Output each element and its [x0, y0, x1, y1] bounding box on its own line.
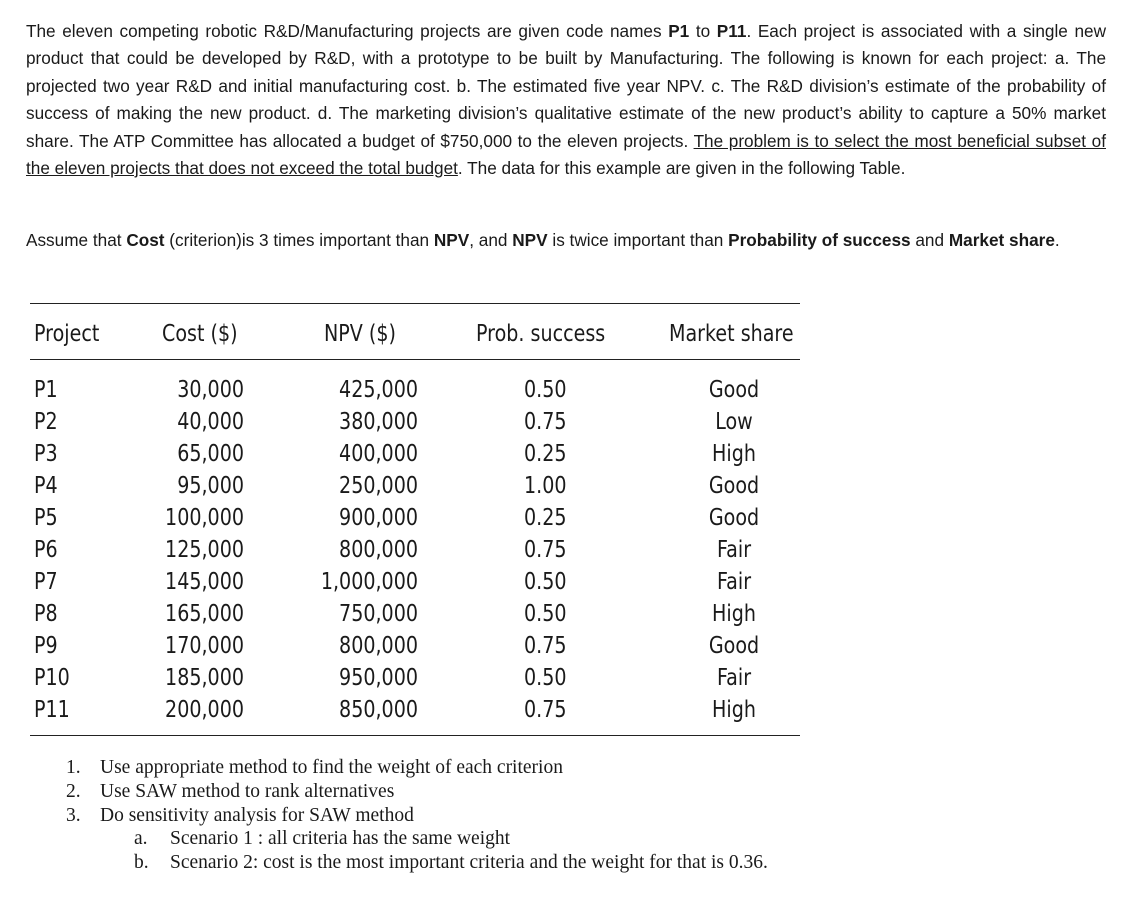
cell-market-share: Good	[708, 505, 760, 531]
question-text: Use SAW method to rank alternatives	[100, 780, 395, 802]
cell-market-share: High	[712, 601, 756, 627]
assumption-bold-cost: Cost	[126, 230, 165, 250]
cell-cost: 95,000	[177, 473, 244, 499]
cell-npv: 425,000	[339, 377, 418, 403]
cell-prob-success: 0.50	[524, 665, 567, 691]
question-text: Do sensitivity analysis for SAW method	[100, 804, 414, 826]
cell-cost: 170,000	[165, 633, 244, 659]
cell-cost: 145,000	[165, 569, 244, 595]
cell-npv: 400,000	[339, 441, 418, 467]
cell-project: P9	[34, 633, 58, 659]
cell-npv: 800,000	[339, 633, 418, 659]
intro-underlined-problem: The problem is to select the most beneficial subset of the eleven projects that does not exceed the total budget	[26, 130, 1106, 179]
header-prob-success: Prob. success	[476, 321, 606, 347]
intro-text-2: to	[689, 21, 717, 41]
cell-cost: 200,000	[165, 697, 244, 723]
scenario-letter: b.	[134, 852, 149, 874]
scenario-letter: a.	[134, 828, 148, 850]
cell-prob-success: 0.50	[524, 601, 567, 627]
question-number: 3.	[66, 804, 81, 826]
cell-prob-success: 0.75	[524, 537, 567, 563]
assumption-text-3: , and	[469, 230, 513, 250]
cell-cost: 100,000	[165, 505, 244, 531]
table-bottom-rule	[30, 735, 800, 736]
cell-npv: 900,000	[339, 505, 418, 531]
cell-npv: 850,000	[339, 697, 418, 723]
assumption-bold-npv-2: NPV	[512, 230, 548, 250]
question-item	[66, 780, 1066, 804]
header-cost: Cost ($)	[162, 321, 238, 347]
cell-market-share: Fair	[716, 537, 752, 563]
question-text: Use appropriate method to find the weight of each criterion	[100, 757, 563, 778]
cell-prob-success: 0.75	[524, 697, 567, 723]
cell-project: P3	[34, 441, 58, 467]
intro-text-4: . The data for this example are given in the following Table.	[457, 158, 906, 179]
cell-market-share: Good	[708, 473, 760, 499]
cell-npv: 800,000	[339, 537, 418, 563]
cell-market-share: Good	[708, 633, 760, 659]
table-header-rule	[30, 359, 800, 360]
header-market-share: Market share	[669, 321, 794, 347]
assumption-paragraph	[26, 227, 1106, 254]
cell-cost: 165,000	[165, 601, 244, 627]
cell-market-share: Fair	[716, 665, 752, 691]
scenario-text: Scenario 1 : all criteria has the same weight	[170, 828, 511, 850]
header-npv: NPV ($)	[324, 321, 396, 347]
cell-market-share: Low	[715, 409, 753, 435]
scenario-item	[66, 827, 1066, 851]
table-top-rule	[30, 303, 800, 304]
assumption-bold-npv-1: NPV	[433, 230, 470, 250]
intro-bold-p11: P11	[716, 21, 747, 41]
cell-project: P6	[34, 537, 58, 563]
cell-market-share: Fair	[716, 569, 752, 595]
question-number: 2.	[66, 780, 81, 802]
cell-npv: 250,000	[339, 473, 418, 499]
cell-prob-success: 0.50	[524, 569, 567, 595]
cell-npv: 1,000,000	[320, 569, 418, 595]
cell-cost: 40,000	[177, 409, 244, 435]
cell-project: P8	[34, 601, 58, 627]
cell-prob-success: 1.00	[524, 473, 567, 499]
cell-prob-success: 0.75	[524, 409, 567, 435]
question-item	[66, 756, 1066, 780]
cell-project: P7	[34, 569, 58, 595]
cell-prob-success: 0.25	[524, 441, 567, 467]
assumption-text-1: Assume that	[26, 230, 127, 250]
scenario-item	[66, 851, 1066, 875]
cell-project: P2	[34, 409, 58, 435]
question-list	[66, 756, 1066, 875]
assumption-bold-market: Market share	[948, 230, 1055, 250]
assumption-text-5: and	[910, 230, 949, 250]
cell-prob-success: 0.25	[524, 505, 567, 531]
cell-cost: 30,000	[177, 377, 244, 403]
assumption-text-4: is twice important than	[547, 230, 729, 250]
scenario-text: Scenario 2: cost is the most important criteria and the weight for that is 0.36.	[170, 852, 768, 874]
assumption-text-6: .	[1054, 230, 1060, 250]
cell-npv: 380,000	[339, 409, 418, 435]
question-item	[66, 804, 1066, 828]
cell-cost: 65,000	[177, 441, 244, 467]
intro-text-1: The eleven competing robotic R&D/Manufacturing projects are given code names	[26, 21, 669, 41]
cell-prob-success: 0.50	[524, 377, 567, 403]
cell-npv: 750,000	[339, 601, 418, 627]
cell-project: P11	[34, 697, 70, 723]
question-number: 1.	[66, 757, 81, 778]
cell-project: P4	[34, 473, 58, 499]
cell-npv: 950,000	[339, 665, 418, 691]
cell-prob-success: 0.75	[524, 633, 567, 659]
cell-market-share: High	[712, 697, 756, 723]
cell-cost: 185,000	[165, 665, 244, 691]
assumption-text-2: (criterion)is 3 times important than	[164, 230, 434, 250]
cell-market-share: High	[712, 441, 756, 467]
intro-bold-p1: P1	[668, 21, 690, 41]
assumption-bold-prob: Probability of success	[728, 230, 911, 250]
cell-market-share: Good	[708, 377, 760, 403]
intro-paragraph	[26, 18, 1106, 182]
intro-text-3: . Each project is associated with a single new product that could be developed by R&D, with a prototype to be built by Manufacturing. The following is known for each project: a. The projected two year R&D and initial manufacturing cost. b. The estimated five year NPV. c. The R&D division’s estimate of the probability of success of making the new product. d. The marketing division’s qualitative estimate of the new product’s ability to capture a 50% market share. The ATP Committee has allocated a budget of $750,000 to the eleven projects.	[26, 21, 1106, 151]
cell-cost: 125,000	[165, 537, 244, 563]
cell-project: P10	[34, 665, 70, 691]
header-project: Project	[34, 321, 100, 347]
cell-project: P1	[34, 377, 58, 403]
cell-project: P5	[34, 505, 58, 531]
